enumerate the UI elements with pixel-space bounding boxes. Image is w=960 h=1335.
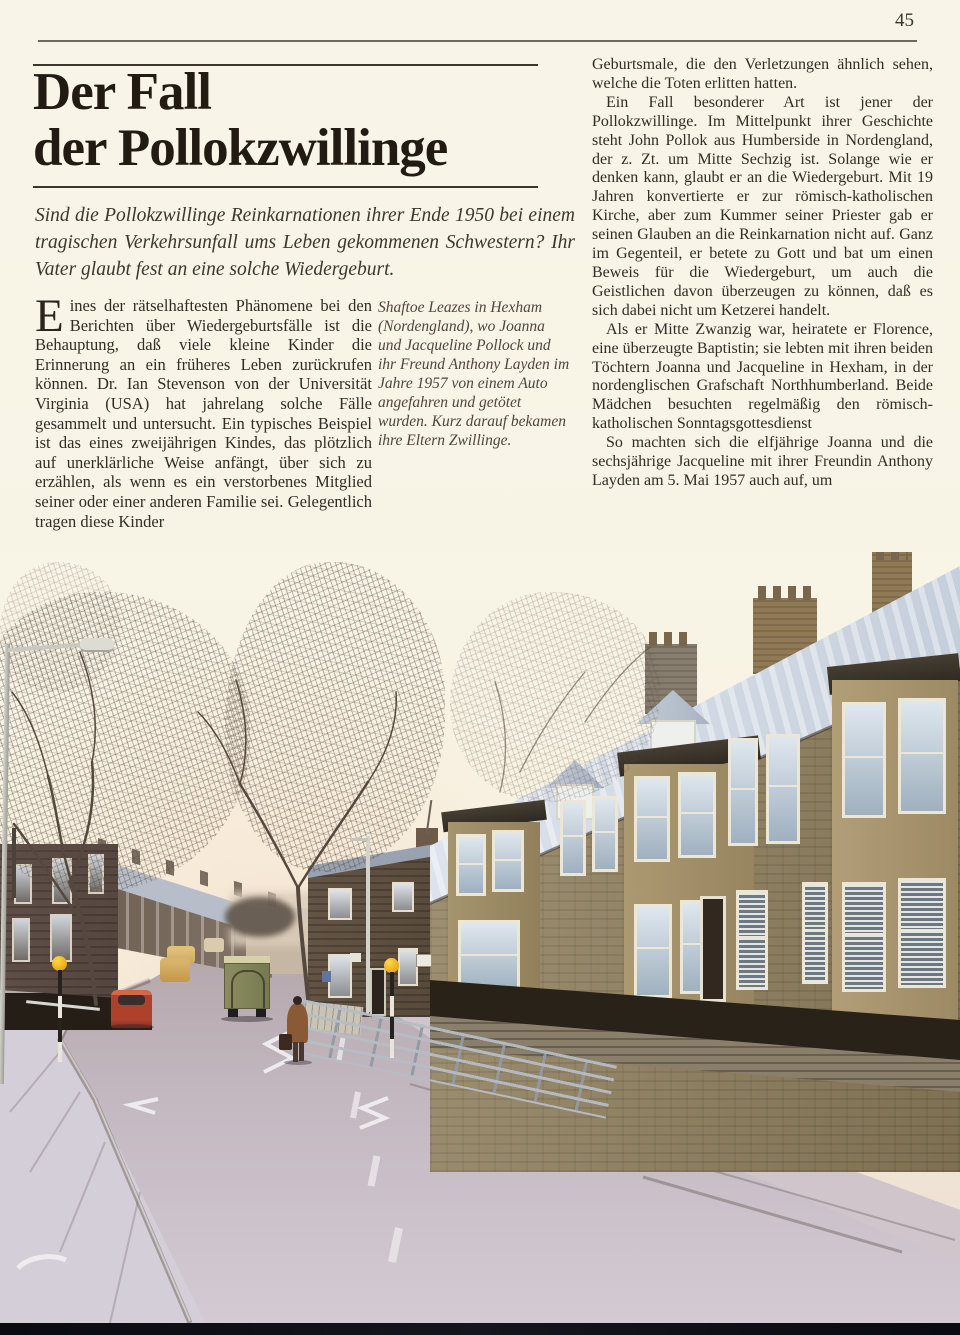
wall-sign	[350, 953, 361, 962]
tree-branches	[0, 552, 960, 1323]
dropcap: E	[35, 290, 64, 342]
page-number: 45	[895, 10, 914, 31]
street-lamp-arm	[350, 838, 368, 841]
street-lamp-pole	[366, 836, 370, 1012]
street-lamp-head	[80, 638, 114, 652]
title-rule-bottom	[33, 186, 538, 188]
page-bottom-edge	[0, 1323, 960, 1335]
paragraph: Geburtsmale, die den Verletzungen ähnlich sehen, welche die Toten erlitten hatten.	[592, 56, 933, 92]
shopping-bag	[279, 1034, 292, 1050]
lede-paragraph: Sind die Pollokzwillinge Reinkarnationen ihrer Ende 1950 bei einem tragischen Verkehrsunfall ums Leben gekommenen Schwestern? Ihr Vater glaubt fest an eine solche Wiedergeburt.	[35, 205, 575, 280]
title-line-1: Der Fall	[33, 63, 211, 121]
delivery-van	[224, 956, 270, 1020]
paragraph: Ein Fall besonderer Art ist jener der Pollokzwillinge. Im Mittelpunkt ihrer Geschichte steht John Pollok aus Humberside in Nordengland, der z. Zt. um Mitte Sechzig ist. Solange wie er denken kann, glaubt er an die Wiedergeburt. Mit 19 Jahren konvertierte er zur römisch-katholischen Kirche, aber zum Kummer seiner Priester gab er seinen Glauben an die Reinkarnation nicht auf. Ganz im Gegenteil, er betete zu Gott und bat um einen Beweis für die Wiedergeburt, um auch die Geistlichen davon überzeugen zu können, daß es sich dabei nicht um Ketzerei handelt.	[592, 93, 933, 319]
pedestrian-leg	[293, 1042, 298, 1062]
page-title	[33, 64, 573, 176]
pedestrian-head	[293, 996, 302, 1005]
left-column-text: ines der rätselhaftesten Phänomene bei den Berichten über Wiedergeburtsfälle ist die Behauptung, daß viele kleine Kinder die Erinnerung an ein früheres Leben zurückrufen können. Dr. Ian Stevenson von der Universität Virginia (USA) hat jahrelang solche Fälle gesammelt und untersucht. Ein typisches Beispiel ist das eines zweijährigen Kindes, das plötzlich auf unerklärliche Weise anfängt, über sich zu erzählen, als wenn es ein verstorbenes Mitglied seiner oder einer anderen Familie sei. Gelegentlich tragen diese Kinder	[35, 296, 372, 531]
wall-sign	[416, 954, 432, 967]
beacon-amber-globe	[384, 958, 399, 973]
pedestrian-leg	[299, 1042, 304, 1061]
top-rule	[38, 40, 917, 42]
street-photo	[0, 552, 960, 1323]
paragraph: So machten sich die elfjährige Joanna und die sechsjährige Jacqueline mit ihrer Freundin Anthony Layden am 5. Mai 1957 auch auf, um	[592, 434, 933, 489]
photo-caption: Shaftoe Leazes in Hexham (Nordengland), wo Joanna und Jacqueline Pollock und ihr Freund Anthony Layden im Jahre 1957 von einem Auto angefahren und getötet wurden. Kurz darauf bekamen ihre Eltern Zwillinge.	[378, 299, 570, 449]
pole	[12, 828, 16, 898]
distant-car	[204, 938, 224, 952]
title-line-2: der Pollokzwillinge	[33, 119, 448, 177]
beacon-striped-pole	[390, 972, 394, 1058]
pedestrian-shadow	[284, 1060, 312, 1065]
pedestrian	[284, 994, 310, 1064]
van-wheel	[256, 1009, 266, 1017]
beacon-striped-pole	[58, 970, 62, 1062]
parked-car	[160, 958, 190, 982]
body-column-right	[592, 56, 933, 491]
parking-sign	[322, 971, 331, 982]
red-parked-car	[111, 990, 152, 1028]
belisha-beacon	[52, 956, 68, 1062]
paragraph: Als er Mitte Zwanzig war, heiratete er Florence, eine überzeugte Baptistin; sie lebten mit ihren beiden Töchtern Joanna und Jacqueline in Hexham, in der nordenglischen Grafschaft Northhumberland. Beide Mädchen besuchten regelmäßig den römisch-katholischen Sonntagsgottesdienst	[592, 320, 933, 433]
belisha-beacon	[384, 958, 400, 1058]
van-wheel	[228, 1009, 238, 1017]
beacon-amber-globe	[52, 956, 67, 971]
body-column-left	[35, 290, 372, 531]
van-door-arch	[231, 970, 265, 1008]
